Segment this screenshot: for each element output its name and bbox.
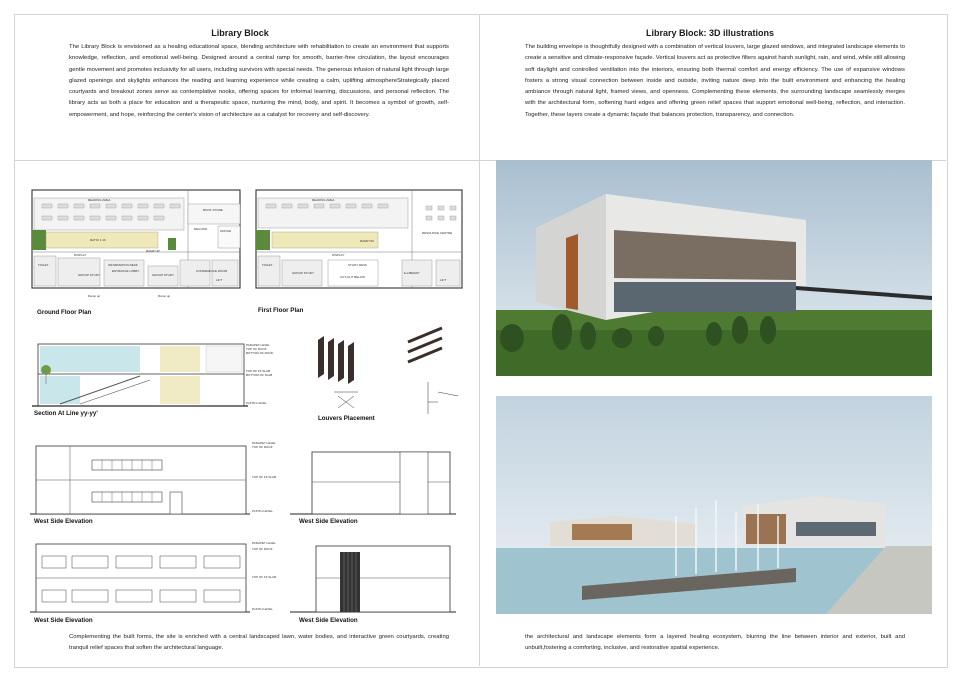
svg-text:TOILET: TOILET xyxy=(38,263,49,267)
section-label: Section At Line yy-yy' xyxy=(34,410,98,417)
svg-text:PARAPET LEVEL: PARAPET LEVEL xyxy=(252,541,276,545)
svg-text:TOP OF ROOF: TOP OF ROOF xyxy=(252,445,273,449)
svg-text:LIFT: LIFT xyxy=(216,278,223,282)
louvers-label: Louvers Placement xyxy=(318,415,375,422)
svg-text:PLINTH LEVEL: PLINTH LEVEL xyxy=(246,401,267,405)
svg-text:RAMP UP: RAMP UP xyxy=(146,249,160,253)
west-elevation-3-label: West Side Elevation xyxy=(34,617,93,624)
svg-text:PLINTH LEVEL: PLINTH LEVEL xyxy=(252,607,273,611)
west-elevation-4-label: West Side Elevation xyxy=(299,617,358,624)
right-panel-footer: the architectural and landscape elements form a layered healing ecosystem, blurring the line between interior and exterior, built and unbuilt,fostering a comforting, inclusive, and restorative spatial experience. xyxy=(525,634,905,652)
right-panel-intro: The building envelope is thoughtfully designed with a combination of vertical louvers, large glazed windows, and integrated landscape elements to create a sensitive and climate-responsive façade. Vertical louvers act as protective filters against harsh sunlight, rain, and wind, while still allowing soft daylight and controlled ventilation into the interiors, ensuring both thermal comfort and energy efficiency. The use of expansive windows fosters a strong visual connection between inside and outside, inviting nature deep into the built environment and enhancing the healing ambiance through natural light, framed views, and openness. Complementing these elements, the surrounding landscape seamlessly merges with the architectural form, softening hard edges and offering green relief spaces that support emotional well-being, reflection, and interaction. Together, these layers create a dynamic façade that balances protection, transparency, and connection. xyxy=(525,44,905,118)
svg-text:LIFT: LIFT xyxy=(440,278,447,282)
svg-text:TOP OF FF SLAB: TOP OF FF SLAB xyxy=(246,369,271,373)
svg-text:GROUP STUDY: GROUP STUDY xyxy=(292,271,314,275)
svg-text:TOP OF FF SLAB: TOP OF FF SLAB xyxy=(252,575,277,579)
svg-text:TOP OF FF SLAB: TOP OF FF SLAB xyxy=(252,475,277,479)
section-drawing xyxy=(30,340,250,412)
svg-text:BOTTOM OF ROOF: BOTTOM OF ROOF xyxy=(246,351,274,355)
svg-text:GROUP STUDY: GROUP STUDY xyxy=(78,273,100,277)
svg-text:PARAPET LEVEL: PARAPET LEVEL xyxy=(252,441,276,445)
west-elevation-1-label: West Side Elevation xyxy=(34,518,93,525)
svg-text:STUDY DESK: STUDY DESK xyxy=(348,263,368,267)
svg-text:TOILET: TOILET xyxy=(262,263,273,267)
svg-text:RECORD: RECORD xyxy=(194,227,208,231)
west-elevation-3-drawing xyxy=(30,538,250,616)
ground-floor-plan-label: Ground Floor Plan xyxy=(37,309,92,316)
svg-text:BOTTOM OF SLAB: BOTTOM OF SLAB xyxy=(246,373,273,377)
panel-divider xyxy=(479,14,480,666)
svg-text:RESOURCE CENTRE: RESOURCE CENTRE xyxy=(422,231,453,235)
render-exterior-view xyxy=(496,160,932,376)
svg-text:DISPLAY: DISPLAY xyxy=(74,253,87,257)
svg-text:CUT-OUT BELOW: CUT-OUT BELOW xyxy=(340,275,365,279)
left-panel-title: Library Block xyxy=(211,28,269,38)
svg-text:DISPLAY: DISPLAY xyxy=(332,253,345,257)
svg-text:INFORMATION DESK: INFORMATION DESK xyxy=(108,263,138,267)
west-elevation-1-drawing xyxy=(30,438,250,518)
ground-floor-plan-drawing xyxy=(28,186,248,304)
svg-text:Ramp up: Ramp up xyxy=(88,294,101,298)
left-panel-intro: The Library Block is envisioned as a healing educational space, blending architecture with rehabilitation to create an environment that supports knowledge, reflection, and emotional well-being. Designed around a central ramp for smooth, barrier-free circulation, the layout encourages gentle movement and promotes inclusivity for all users, including survivors with special needs. The generous infusion of natural light through large glazed openings and skylights enhances the reading and learning experience while creating a calm, uplifting atmosphereStrategically placed courtyards and breakout zones serve as contemplative nooks, offering spaces for informal learning, discussions, and personal reflection. The library acts as both a place for education and a therapeutic space, nurturing the mind, body, and spirit. It becomes a symbol of growth, self-empowerment, and hope, reinforcing the center's vision of architecture as a catalyst for recovery and self-discovery. xyxy=(69,44,449,118)
right-panel-title: Library Block: 3D illustrations xyxy=(645,28,775,38)
left-panel-footer: Complementing the built forms, the site is enriched with a central landscaped lawn, water bodies, and interactive green courtyards, creating tranquil relief spaces that soften the architectural language. xyxy=(69,634,449,652)
section-levels-notes xyxy=(244,340,290,412)
svg-text:RATIO 1:16: RATIO 1:16 xyxy=(90,238,106,242)
louvers-drawing xyxy=(308,322,468,418)
svg-text:TOP OF ROOF: TOP OF ROOF xyxy=(246,347,267,351)
svg-text:CONFERENCE ROOM: CONFERENCE ROOM xyxy=(196,269,228,273)
west-elevation-2-drawing xyxy=(250,438,456,518)
svg-text:PLINTH LEVEL: PLINTH LEVEL xyxy=(252,509,273,513)
svg-text:READING AREA: READING AREA xyxy=(88,198,111,202)
svg-text:READING AREA: READING AREA xyxy=(312,198,335,202)
west-elevation-4-drawing xyxy=(250,538,456,616)
svg-text:BOOK STORE: BOOK STORE xyxy=(203,208,223,212)
svg-text:RAMP DN: RAMP DN xyxy=(360,239,374,243)
west-elevation-2-label: West Side Elevation xyxy=(299,518,358,525)
svg-text:OFFICE: OFFICE xyxy=(220,229,231,233)
svg-text:TOP OF ROOF: TOP OF ROOF xyxy=(252,547,273,551)
svg-text:E-LIBRARY: E-LIBRARY xyxy=(404,271,420,275)
render-water-view xyxy=(496,396,932,614)
svg-text:Ramp up: Ramp up xyxy=(158,294,171,298)
svg-text:ENTRANCE LOBBY: ENTRANCE LOBBY xyxy=(112,269,140,273)
svg-text:GROUP STUDY: GROUP STUDY xyxy=(152,273,174,277)
first-floor-plan-drawing xyxy=(252,186,466,304)
first-floor-plan-label: First Floor Plan xyxy=(258,307,304,314)
svg-text:PARAPET LEVEL: PARAPET LEVEL xyxy=(246,343,270,347)
